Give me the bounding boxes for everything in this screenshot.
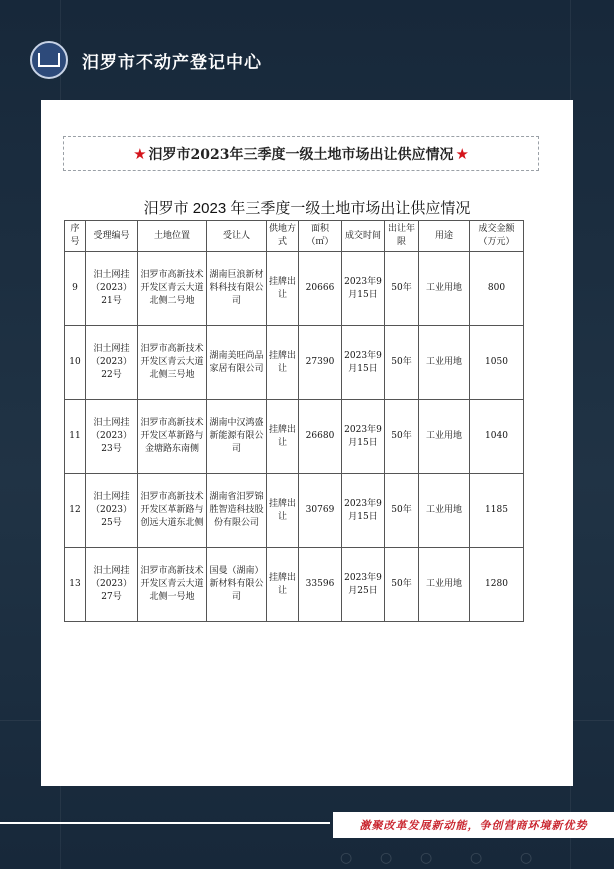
- cell-buyer: 国曼（湖南）新材料有限公司: [207, 548, 267, 622]
- supply-table: [64, 220, 524, 622]
- cell-code: 汨土网挂（2023）21号: [86, 252, 138, 326]
- cell-location: 汨罗市高新技术开发区革新路与金塘路东南侧: [138, 400, 207, 474]
- cell-term: 50年: [385, 326, 419, 400]
- cell-code: 汨土网挂（2023）22号: [86, 326, 138, 400]
- cell-method: 挂牌出让: [267, 548, 299, 622]
- cell-amount: 1050: [470, 326, 524, 400]
- column-header: 成交时间: [342, 221, 385, 252]
- cell-location: 汨罗市高新技术开发区青云大道北侧三号地: [138, 326, 207, 400]
- cell-amount: 1040: [470, 400, 524, 474]
- cell-term: 50年: [385, 474, 419, 548]
- cell-location: 汨罗市高新技术开发区青云大道北侧一号地: [138, 548, 207, 622]
- table-header-row: [65, 221, 524, 252]
- cell-term: 50年: [385, 548, 419, 622]
- cell-term: 50年: [385, 400, 419, 474]
- cell-no: 9: [65, 252, 86, 326]
- table-row: [65, 400, 524, 474]
- cell-amount: 800: [470, 252, 524, 326]
- column-header: 受理编号: [86, 221, 138, 252]
- footer-divider: [0, 822, 330, 824]
- banner-text: 汨罗市2023年三季度一级土地市场出让供应情况: [148, 146, 454, 163]
- column-header: 成交金额（万元）: [470, 221, 524, 252]
- table-row: [65, 548, 524, 622]
- cell-no: 13: [65, 548, 86, 622]
- cell-buyer: 湖南省汨罗锦胜智造科技股份有限公司: [207, 474, 267, 548]
- cell-location: 汨罗市高新技术开发区革新路与创远大道东北侧: [138, 474, 207, 548]
- cell-no: 10: [65, 326, 86, 400]
- column-header: 供地方式: [267, 221, 299, 252]
- cell-date: 2023年9月25日: [342, 548, 385, 622]
- cell-method: 挂牌出让: [267, 326, 299, 400]
- table-row: [65, 326, 524, 400]
- cell-area: 33596: [299, 548, 342, 622]
- cell-area: 20666: [299, 252, 342, 326]
- cell-no: 12: [65, 474, 86, 548]
- cell-location: 汨罗市高新技术开发区青云大道北侧二号地: [138, 252, 207, 326]
- decor-mark: ○: [470, 850, 483, 866]
- column-header: 出让年限: [385, 221, 419, 252]
- decor-mark: ○: [520, 850, 533, 866]
- cell-area: 27390: [299, 326, 342, 400]
- column-header: 面积（㎡）: [299, 221, 342, 252]
- slogan: 激聚改革发展新动能，争创营商环境新优势: [359, 819, 588, 832]
- column-header: 用途: [419, 221, 470, 252]
- cell-date: 2023年9月15日: [342, 400, 385, 474]
- cell-use: 工业用地: [419, 548, 470, 622]
- cell-use: 工业用地: [419, 326, 470, 400]
- column-header: 土地位置: [138, 221, 207, 252]
- cell-date: 2023年9月15日: [342, 326, 385, 400]
- cell-use: 工业用地: [419, 474, 470, 548]
- cell-method: 挂牌出让: [267, 400, 299, 474]
- cell-method: 挂牌出让: [267, 252, 299, 326]
- cell-date: 2023年9月15日: [342, 252, 385, 326]
- decor-mark: ○: [420, 850, 433, 866]
- decor-mark: ○: [380, 850, 393, 866]
- cell-method: 挂牌出让: [267, 474, 299, 548]
- slogan-box: [333, 812, 614, 838]
- cell-code: 汨土网挂（2023）27号: [86, 548, 138, 622]
- star-icon: ★: [455, 144, 469, 163]
- cell-buyer: 湖南巨浪新材料科技有限公司: [207, 252, 267, 326]
- cell-buyer: 湖南中汉鸿盛新能源有限公司: [207, 400, 267, 474]
- cell-amount: 1185: [470, 474, 524, 548]
- cell-date: 2023年9月15日: [342, 474, 385, 548]
- table-row: [65, 252, 524, 326]
- table-row: [65, 474, 524, 548]
- cell-use: 工业用地: [419, 252, 470, 326]
- document-paper: [41, 100, 573, 786]
- logo-icon: [30, 41, 68, 79]
- cell-amount: 1280: [470, 548, 524, 622]
- org-name: 汨罗市不动产登记中心: [82, 52, 262, 73]
- cell-use: 工业用地: [419, 400, 470, 474]
- header: [30, 40, 262, 80]
- column-header: 受让人: [207, 221, 267, 252]
- cell-no: 11: [65, 400, 86, 474]
- banner: [63, 136, 539, 171]
- column-header: 序号: [65, 221, 86, 252]
- cell-buyer: 湖南美旺尚品家居有限公司: [207, 326, 267, 400]
- cell-code: 汨土网挂（2023）25号: [86, 474, 138, 548]
- document-title: 汨罗市 2023 年三季度一级土地市场出让供应情况: [143, 200, 471, 217]
- cell-area: 26680: [299, 400, 342, 474]
- star-icon: ★: [133, 144, 147, 163]
- decor-mark: ○: [340, 850, 353, 866]
- cell-term: 50年: [385, 252, 419, 326]
- cell-code: 汨土网挂（2023）23号: [86, 400, 138, 474]
- cell-area: 30769: [299, 474, 342, 548]
